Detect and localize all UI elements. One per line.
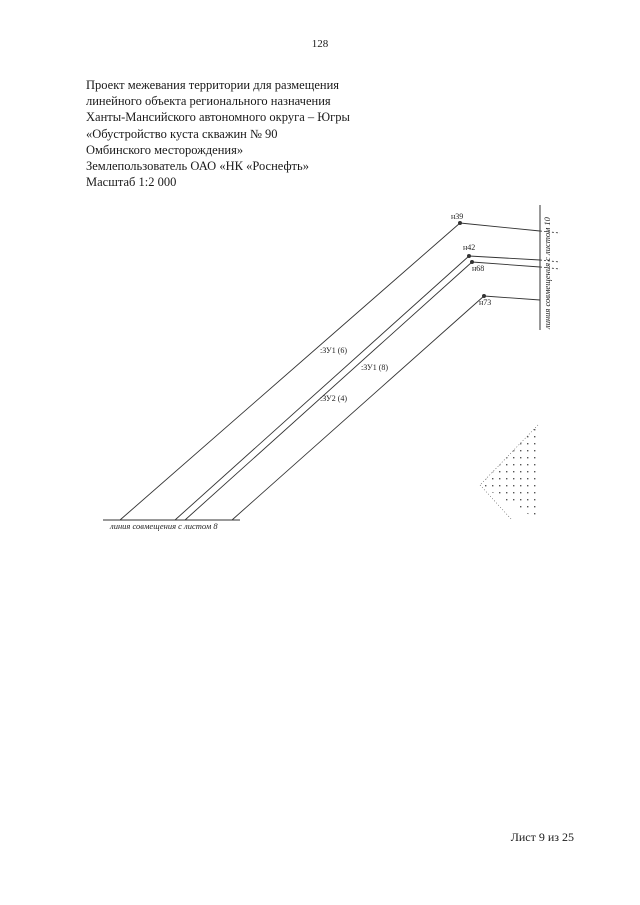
survey-point: [467, 254, 471, 258]
sheet-footer: Лист 9 из 25: [510, 830, 574, 844]
parcel-label: :ЗУ1 (8): [361, 363, 389, 372]
point-label: н73: [479, 298, 492, 307]
bottom-join-label: линия совмещения с листом 8: [110, 521, 218, 531]
boundary-line: [175, 256, 469, 520]
page-number: 128: [311, 38, 329, 50]
boundary-line: [232, 296, 484, 520]
boundary-line: [185, 262, 472, 520]
right-join-label: линия совмещения с листом 10: [542, 217, 552, 329]
point-label: н68: [472, 264, 485, 273]
title-line: «Обустройство куста скважин № 90: [86, 126, 278, 141]
title-line: Землепользователь ОАО «НК «Роснефть»: [86, 159, 309, 174]
point-label: н42: [463, 243, 476, 252]
connector-line: [469, 256, 540, 260]
title-line: Омбинского месторождения»: [86, 142, 244, 157]
survey-point: [458, 221, 462, 225]
title-line: Ханты-Мансийского автономного округа – Югры: [86, 110, 350, 125]
connector-line: [484, 296, 540, 300]
hatched-area: [480, 425, 538, 520]
parcel-label: :ЗУ2 (4): [320, 394, 348, 403]
connector-line: [460, 223, 540, 231]
point-label: н39: [451, 212, 464, 221]
title-line: линейного объекта регионального назначения: [86, 94, 331, 109]
boundary-line: [120, 223, 460, 520]
parcel-label: :ЗУ1 (6): [320, 346, 348, 355]
title-line: Проект межевания территории для размещения: [86, 78, 340, 92]
scale-line: Масштаб 1:2 000: [86, 175, 177, 190]
